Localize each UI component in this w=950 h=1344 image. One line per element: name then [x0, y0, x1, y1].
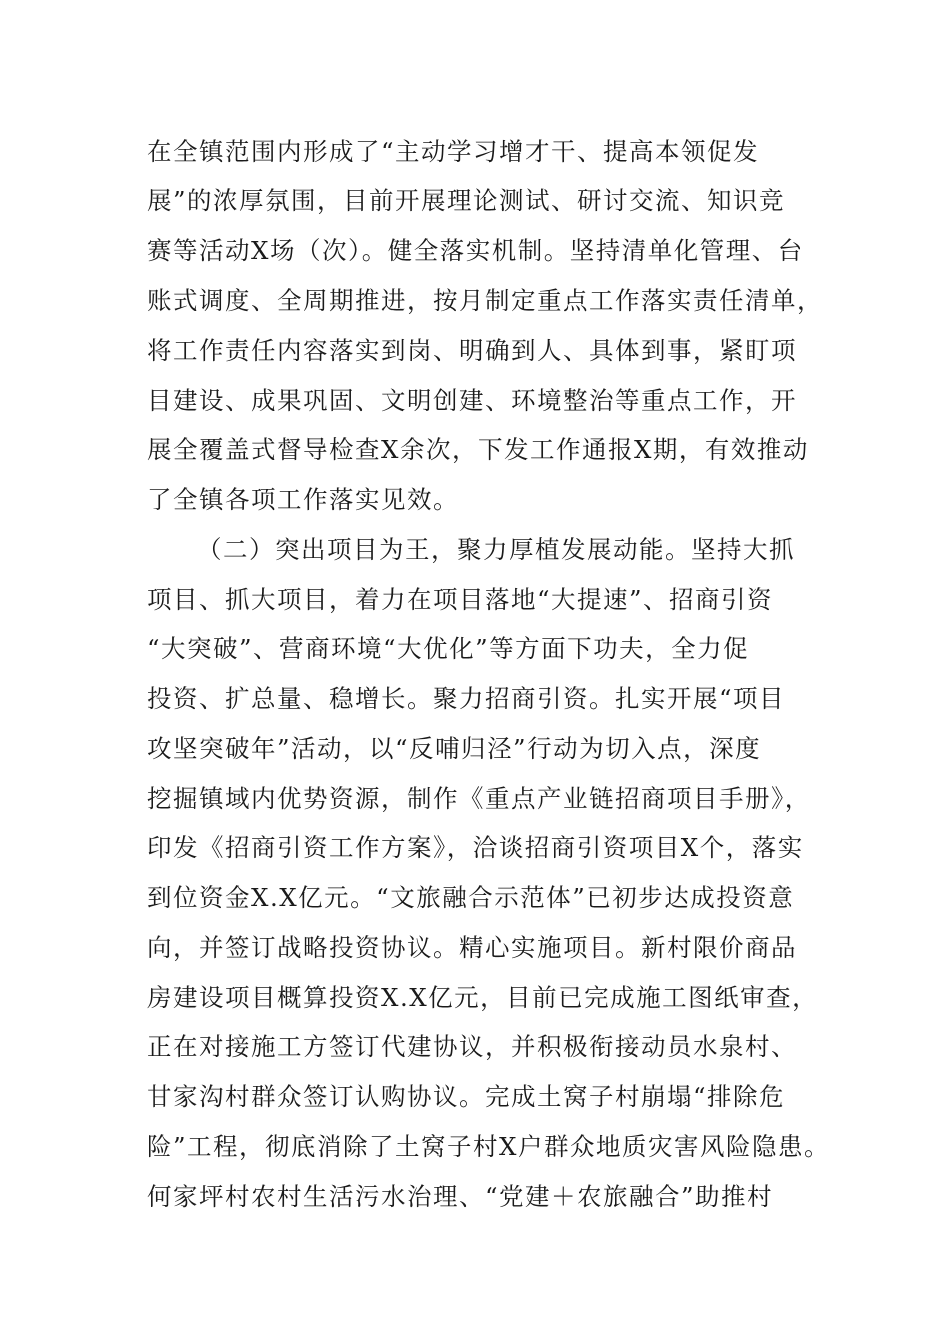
text-line-3: 赛等活动X场（次）。健全落实机制。坚持清单化管理、台: [147, 236, 804, 265]
text-line-14: 挖掘镇域内优势资源，制作《重点产业链招商项目手册》，: [147, 784, 811, 813]
text-line-12: 投资、扩总量、稳增长。聚力招商引资。扎实开展“项目: [147, 684, 786, 713]
text-line-15: 印发《招商引资工作方案》，洽谈招商引资项目X个，落实: [147, 833, 804, 862]
text-line-20: 甘家沟村群众签订认购协议。完成土窝子村崩塌“排除危: [147, 1082, 786, 1111]
text-line-16: 到位资金X.X亿元。“文旅融合示范体”已初步达成投资意: [147, 883, 795, 912]
text-line-4: 账式调度、全周期推进，按月制定重点工作落实责任清单，: [147, 286, 823, 315]
text-line-10: 项目、抓大项目，着力在项目落地“大提速”、招商引资: [147, 585, 774, 614]
text-line-5: 将工作责任内容落实到岗、明确到人、具体到事，紧盯项: [147, 336, 797, 365]
text-line-21: 险”工程，彻底消除了土窝子村X户群众地质灾害风险隐患。: [147, 1132, 830, 1161]
text-line-6: 目建设、成果巩固、文明创建、环境整治等重点工作，开: [147, 386, 797, 415]
text-line-1: 在全镇范围内形成了“主动学习增才干、提高本领促发: [147, 137, 760, 166]
text-line-9-section-heading: （二）突出项目为王，聚力厚植发展动能。坚持大抓: [197, 535, 795, 564]
text-line-8: 了全镇各项工作落实见效。: [147, 485, 459, 514]
text-line-13: 攻坚突破年”活动，以“反哺归泾”行动为切入点，深度: [147, 734, 762, 763]
text-line-19: 正在对接施工方签订代建协议，并积极衔接动员水泉村、: [147, 1032, 797, 1061]
text-line-11: “大突破”、营商环境“大优化”等方面下功夫，全力促: [147, 634, 750, 663]
text-line-17: 向，并签订战略投资协议。精心实施项目。新村限价商品: [147, 933, 797, 962]
text-line-7: 展全覆盖式督导检查X余次，下发工作通报X期，有效推动: [147, 435, 809, 464]
text-line-22: 何家坪村农村生活污水治理、“党建＋农旅融合”助推村: [147, 1182, 774, 1211]
text-line-18: 房建设项目概算投资X.X亿元，目前已完成施工图纸审查，: [147, 983, 819, 1012]
text-line-2: 展”的浓厚氛围，目前开展理论测试、研讨交流、知识竞: [147, 186, 786, 215]
